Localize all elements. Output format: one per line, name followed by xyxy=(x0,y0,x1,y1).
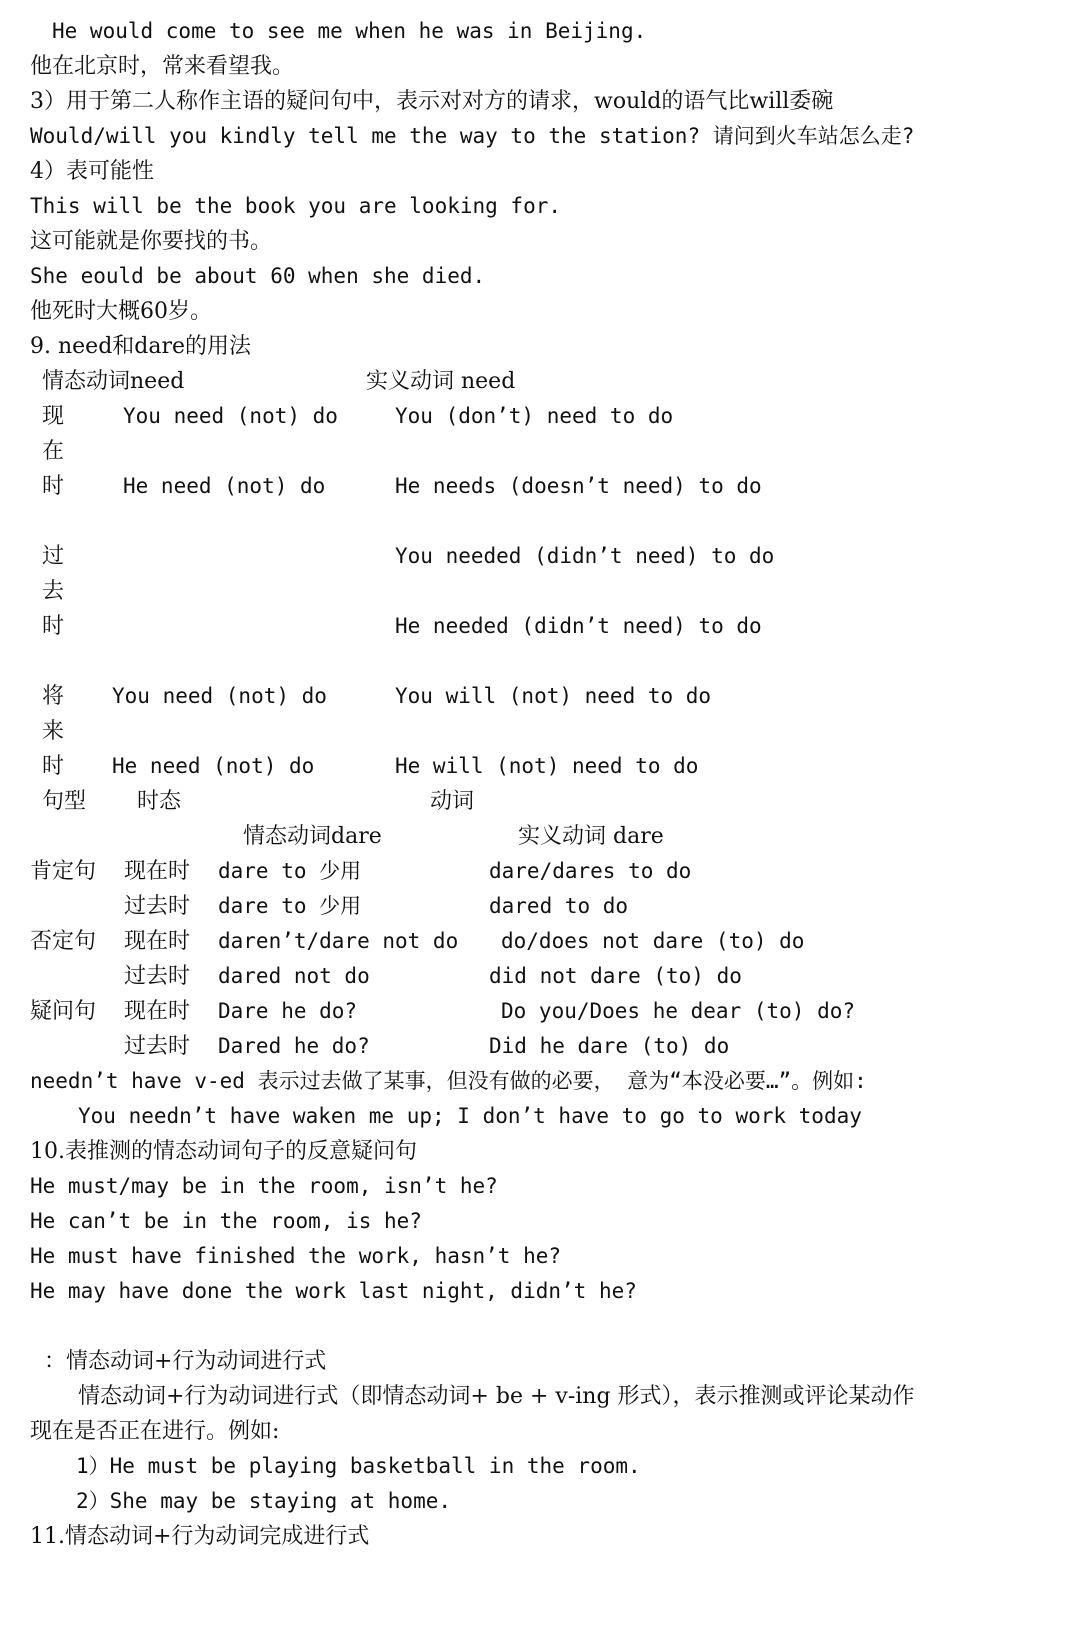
dare-main-cell: dared to do xyxy=(489,894,629,918)
column-header-main-need: 实义动词 need xyxy=(366,369,516,394)
example-sentence: He must have finished the work, hasn’t he? xyxy=(30,1244,562,1268)
dare-modal-cell: dare to 少用 xyxy=(218,894,362,918)
tense-char: 时 xyxy=(42,614,65,639)
dare-modal-cell: Dared he do? xyxy=(218,1034,370,1058)
dare-main-cell: did not dare (to) do xyxy=(489,964,742,988)
rule-line: 现在是否正在进行。例如: xyxy=(30,1419,280,1444)
dare-sentence-type: 疑问句 xyxy=(30,999,97,1024)
tense-char: 来 xyxy=(42,719,65,744)
main-need-cell: You will (not) need to do xyxy=(395,684,712,708)
example-sentence: He would come to see me when he was in Beijing. xyxy=(52,19,647,43)
rule-line: needn’t have v-ed 表示过去做了某事，但没有做的必要， 意为“本没必要…”。例如: xyxy=(30,1069,867,1093)
example-sentence: 2）She may be staying at home. xyxy=(76,1489,452,1513)
example-sentence: You needn’t have waken me up; I don’t have to go to work today xyxy=(78,1104,862,1128)
main-need-cell: You needed (didn’t need) to do xyxy=(395,544,775,568)
modal-need-cell: He need (not) do xyxy=(123,474,326,498)
dare-tense: 现在时 xyxy=(124,999,191,1024)
tense-char: 将 xyxy=(42,684,65,709)
example-sentence: He can’t be in the room, is he? xyxy=(30,1209,422,1233)
dare-modal-cell: dared not do xyxy=(218,964,370,988)
tense-char: 时 xyxy=(42,474,65,499)
modal-need-cell: He need (not) do xyxy=(112,754,315,778)
dare-header-tense: 时态 xyxy=(137,789,182,814)
example-sentence: This will be the book you are looking for. xyxy=(30,194,562,218)
dare-main-cell: do/does not dare (to) do xyxy=(501,929,805,953)
modal-need-cell: You need (not) do xyxy=(123,404,338,428)
rule-line: 3）用于第二人称作主语的疑问句中，表示对对方的请求，would的语气比will委碗 xyxy=(30,89,834,114)
main-need-cell: He needs (doesn’t need) to do xyxy=(395,474,762,498)
dare-header-sentence-type: 句型 xyxy=(42,789,87,814)
dare-modal-cell: Dare he do? xyxy=(218,999,358,1023)
example-sentence: Would/will you kindly tell me the way to the station? 请问到火车站怎么走? xyxy=(30,124,915,148)
dare-main-cell: dare/dares to do xyxy=(489,859,692,883)
dare-tense: 过去时 xyxy=(124,964,191,989)
section-heading: 11.情态动词+行为动词完成进行式 xyxy=(30,1524,370,1549)
tense-char: 去 xyxy=(42,579,65,604)
dare-header-verb: 动词 xyxy=(430,789,475,814)
section-heading: 9. need和dare的用法 xyxy=(30,334,252,359)
translation-line: 这可能就是你要找的书。 xyxy=(30,229,273,254)
dare-tense: 过去时 xyxy=(124,894,191,919)
dare-main-cell: Did he dare (to) do xyxy=(489,1034,730,1058)
subsection-heading: ：情态动词+行为动词进行式 xyxy=(44,1349,327,1374)
example-sentence: He may have done the work last night, didn’t he? xyxy=(30,1279,637,1303)
example-sentence: 1）He must be playing basketball in the room. xyxy=(76,1454,641,1478)
translation-line: 他死时大概60岁。 xyxy=(30,299,212,324)
dare-main-cell: Do you/Does he dear (to) do? xyxy=(501,999,856,1023)
section-heading: 10.表推测的情态动词句子的反意疑问句 xyxy=(30,1139,417,1164)
modal-need-cell: You need (not) do xyxy=(112,684,327,708)
dare-header-main: 实义动词 dare xyxy=(518,824,664,849)
dare-tense: 现在时 xyxy=(124,929,191,954)
dare-tense: 过去时 xyxy=(124,1034,191,1059)
column-header-modal-need: 情态动词need xyxy=(42,369,185,394)
tense-char: 现 xyxy=(42,404,65,429)
dare-sentence-type: 否定句 xyxy=(30,929,97,954)
dare-tense: 现在时 xyxy=(124,859,191,884)
dare-modal-cell: dare to 少用 xyxy=(218,859,362,883)
tense-char: 时 xyxy=(42,754,65,779)
main-need-cell: He will (not) need to do xyxy=(395,754,699,778)
dare-modal-cell: daren’t/dare not do xyxy=(218,929,459,953)
dare-header-modal: 情态动词dare xyxy=(243,824,382,849)
main-need-cell: He needed (didn’t need) to do xyxy=(395,614,762,638)
main-need-cell: You (don’t) need to do xyxy=(395,404,674,428)
tense-char: 在 xyxy=(42,439,65,464)
rule-line: 情态动词+行为动词进行式（即情态动词+ be + v-ing 形式），表示推测或评论某动作 xyxy=(78,1384,915,1409)
example-sentence: She eould be about 60 when she died. xyxy=(30,264,486,288)
example-sentence: He must/may be in the room, isn’t he? xyxy=(30,1174,498,1198)
tense-char: 过 xyxy=(42,544,65,569)
rule-line: 4）表可能性 xyxy=(30,159,154,184)
translation-line: 他在北京时，常来看望我。 xyxy=(30,54,295,79)
dare-sentence-type: 肯定句 xyxy=(30,859,97,884)
